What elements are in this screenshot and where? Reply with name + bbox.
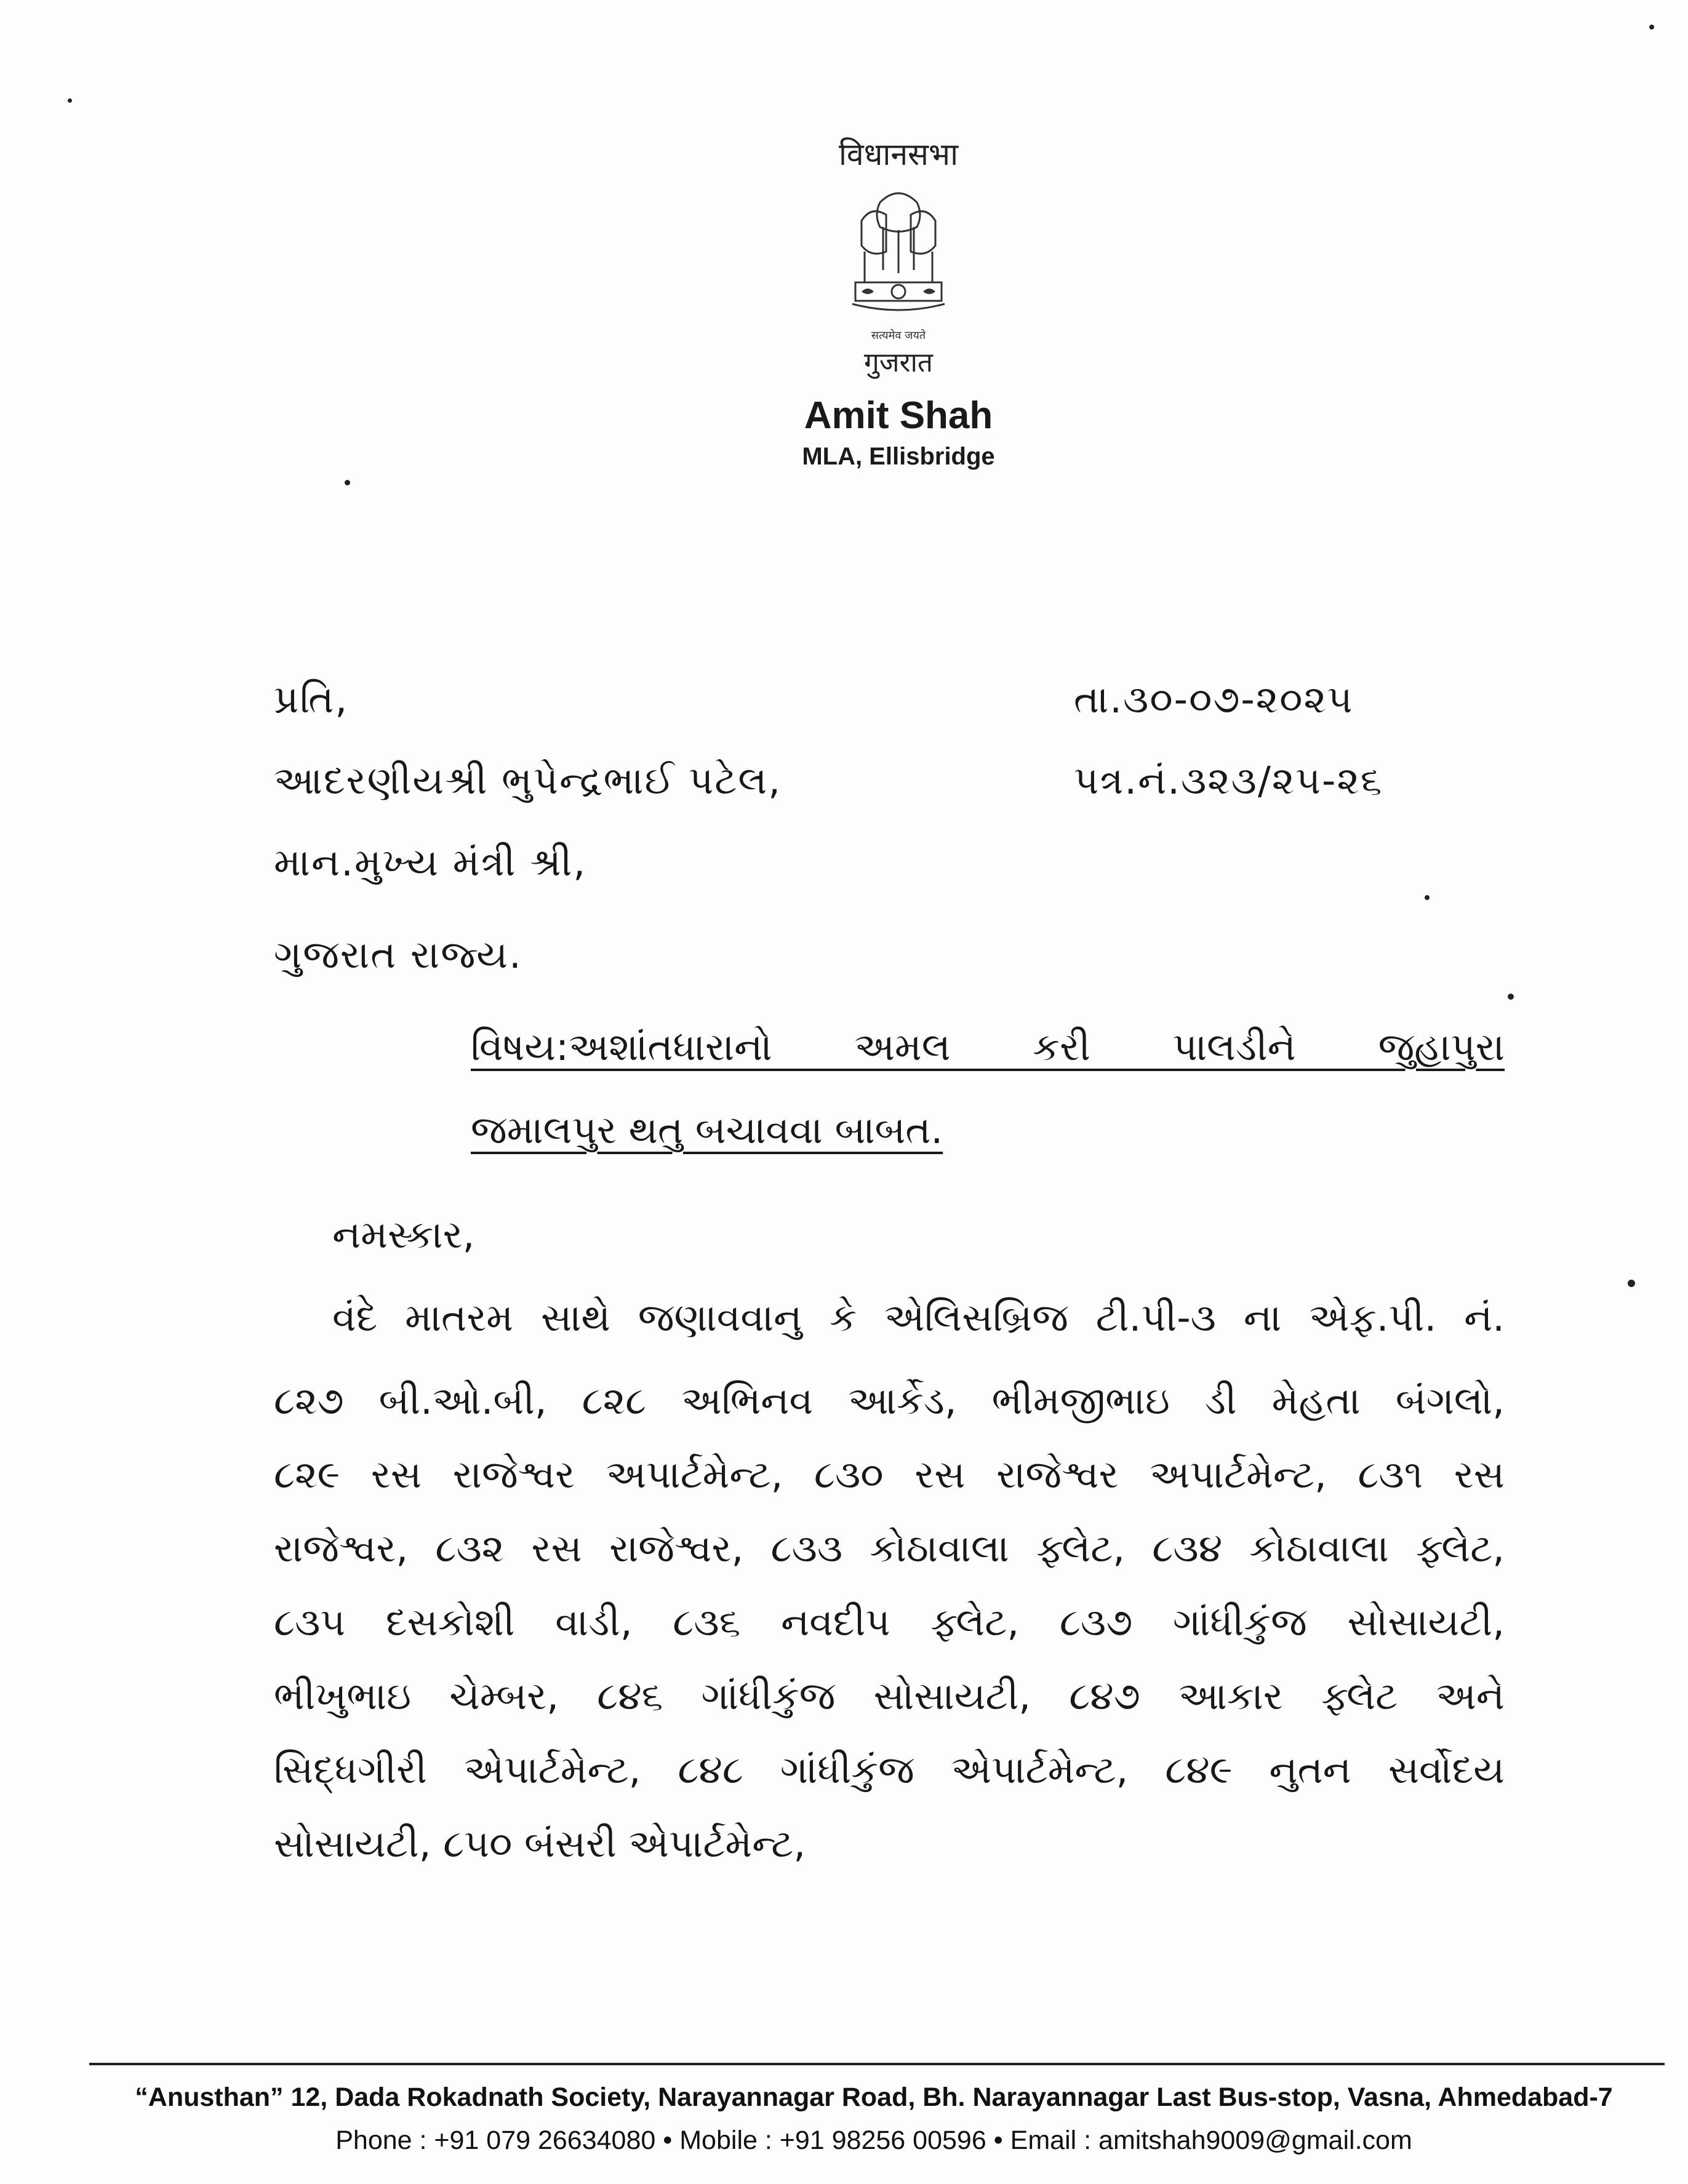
footer-contact: Phone : +91 079 26634080 • Mobile : +91 98256 00596 • Email : amitshah9009@gmail.com bbox=[335, 2126, 1412, 2155]
salutation-to: પ્રતિ, bbox=[274, 677, 349, 722]
scan-speck bbox=[68, 98, 72, 103]
body-line: ભીખુભાઇ ચેમ્બર, ૮૪૬ ગાંધીકુંજ સોસાયટી, ૮૪૭ આકાર ફ્લેટ અને bbox=[274, 1673, 1505, 1718]
recipient-name: આદરણીયશ્રી ભુપેન્દ્રભાઈ પટેલ, bbox=[274, 758, 782, 803]
body-line: રાજેશ્વર, ૮૩૨ રસ રાજેશ્વર, ૮૩૩ કોઠાવાલા ફ્લેટ, ૮૩૪ કોઠાવાલા ફ્લેટ, bbox=[274, 1526, 1505, 1571]
letter-number: પત્ર.નં.૩૨૩/૨૫-૨૬ bbox=[1074, 758, 1383, 803]
body-line: ૮૩૫ દસકોશી વાડી, ૮૩૬ નવદીપ ફ્લેટ, ૮૩૭ ગાંધીકુંજ સોસાયટી, bbox=[274, 1600, 1505, 1644]
scan-speck bbox=[1628, 1280, 1635, 1287]
sender-name: Amit Shah bbox=[804, 394, 993, 437]
national-emblem-icon bbox=[837, 178, 960, 325]
body-line: સોસાયટી, ૮૫૦ બંસરી એપાર્ટમેન્ટ, bbox=[274, 1821, 806, 1866]
body-line: ૮૨૯ રસ રાજેશ્વર અપાર્ટમેન્ટ, ૮૩૦ રસ રાજેશ્વર અપાર્ટમેન્ટ, ૮૩૧ રસ bbox=[274, 1452, 1505, 1497]
letterhead-assembly-label: विधानसभा bbox=[838, 137, 959, 172]
scan-speck bbox=[1425, 895, 1430, 900]
recipient-state: ગુજરાત રાજ્ય. bbox=[274, 932, 522, 977]
recipient-title: માન.મુખ્ય મંત્રી શ્રી, bbox=[274, 840, 587, 885]
footer-address: “Anusthan” 12, Dada Rokadnath Society, Narayannagar Road, Bh. Narayannagar Last Bus-stop, Vasna, Ahmedabad-7 bbox=[135, 2082, 1613, 2112]
emblem-motto: सत्यमेव जयते bbox=[871, 329, 926, 342]
greeting: નમસ્કાર, bbox=[332, 1212, 475, 1257]
scan-speck bbox=[1649, 25, 1654, 30]
letterhead bbox=[738, 132, 1058, 380]
subject-line-1: વિષય:અશાંતધારાનો અમલ કરી પાલડીને જુહાપુરા bbox=[471, 1024, 1505, 1069]
body-line: ૮૨૭ બી.ઓ.બી, ૮૨૮ અભિનવ આર્કેડ, ભીમજીભાઇ ડી મેહતા બંગલો, bbox=[274, 1378, 1505, 1423]
body-line: વંદે માતરમ સાથે જણાવવાનુ કે એલિસબ્રિજ ટી.પી-૩ ના એફ.પી. નં. bbox=[332, 1295, 1505, 1340]
letterhead-state: गुजरात bbox=[864, 347, 933, 378]
scan-speck bbox=[345, 480, 350, 485]
letter-date: તા.૩૦-૦૭-૨૦૨૫ bbox=[1074, 677, 1354, 722]
body-line: સિદ્ધગીરી એપાર્ટમેન્ટ, ૮૪૮ ગાંધીકુંજ એપાર્ટમેન્ટ, ૮૪૯ નુતન સર્વોદય bbox=[274, 1747, 1505, 1792]
subject-line-2: જમાલપુર થતુ બચાવવા બાબત. bbox=[471, 1107, 943, 1152]
sender-designation: MLA, Ellisbridge bbox=[802, 443, 995, 470]
footer-divider bbox=[89, 2063, 1665, 2065]
scan-speck bbox=[1508, 994, 1514, 1000]
